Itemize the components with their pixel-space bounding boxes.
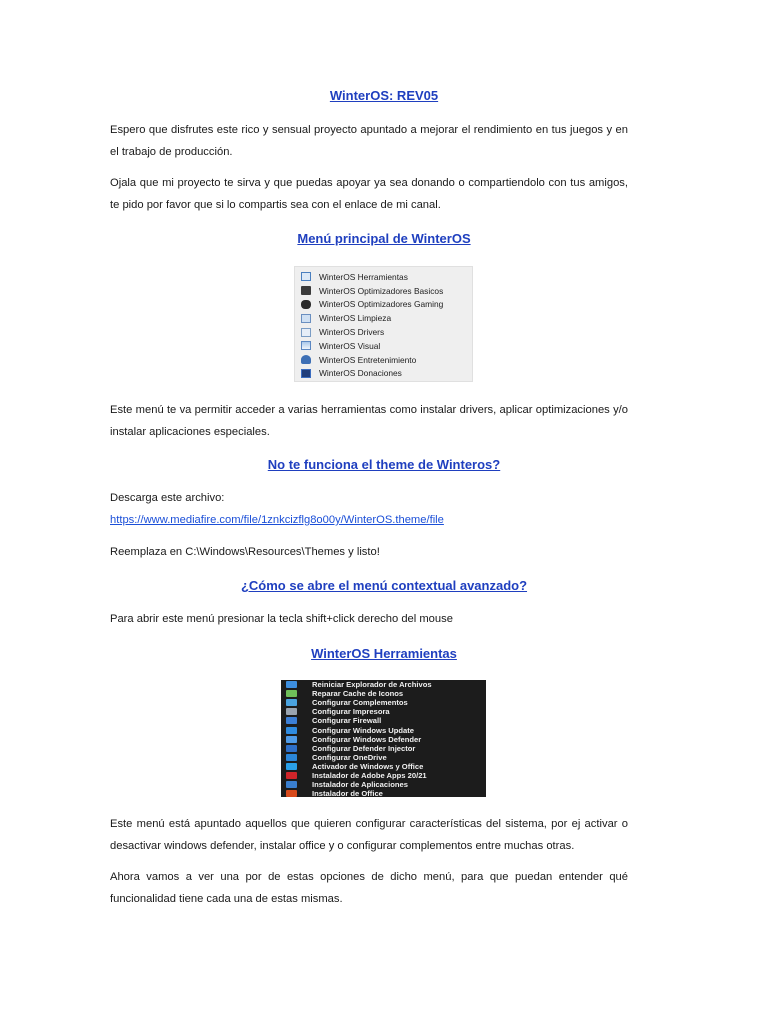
tools-menu-item-label: Configurar Defender Injector xyxy=(312,743,416,753)
tool-icon xyxy=(286,754,297,761)
tools-menu-item-label: Configurar Impresora xyxy=(312,707,390,717)
main-menu-item xyxy=(301,339,472,353)
download-label: Descarga este archivo: xyxy=(110,492,225,504)
heading-main-menu: Menú principal de WinterOS xyxy=(297,231,471,246)
tool-icon xyxy=(286,681,297,688)
heading-tools: WinterOS Herramientas xyxy=(311,646,457,661)
tool-icon xyxy=(286,772,297,779)
gamepad-icon xyxy=(301,300,311,309)
tools-menu-item-label: Reparar Cache de Iconos xyxy=(312,689,404,699)
tools-menu-item xyxy=(286,689,486,698)
tool-icon xyxy=(286,690,297,697)
tools-menu-item-label: Instalador de Office xyxy=(312,789,383,799)
main-menu-item-label: WinterOS Limpieza xyxy=(319,313,392,324)
tools-menu-item-label: Configurar Complementos xyxy=(312,698,408,708)
tools-menu-item xyxy=(286,707,486,716)
main-menu-screenshot xyxy=(294,266,473,382)
main-menu-description: Este menú te va permitir acceder a varias herramientas como instalar drivers, aplicar optimizaciones y/o instalar aplicaciones especiales. xyxy=(110,404,628,438)
tools-menu-item-label: Instalador de Aplicaciones xyxy=(312,780,408,790)
context-menu-instructions: Para abrir este menú presionar la tecla shift+click derecho del mouse xyxy=(110,613,453,625)
tool-icon xyxy=(286,745,297,752)
display-icon xyxy=(301,341,311,350)
broom-icon xyxy=(301,314,311,323)
tools-menu-item-label: Configurar Firewall xyxy=(312,716,382,726)
tools-menu-item-label: Reiniciar Explorador de Archivos xyxy=(312,680,432,690)
main-menu-item-label: WinterOS Visual xyxy=(319,340,381,351)
tools-menu-item-label: Activador de Windows y Office xyxy=(312,761,424,771)
tool-icon xyxy=(286,717,297,724)
people-icon xyxy=(301,355,311,364)
main-menu-item-label: WinterOS Entretenimiento xyxy=(319,354,417,365)
tool-icon xyxy=(286,763,297,770)
main-menu-item-label: WinterOS Optimizadores Gaming xyxy=(319,299,444,310)
tools-menu-item xyxy=(286,780,486,789)
main-menu-item-label: WinterOS Donaciones xyxy=(319,368,402,379)
main-menu-item-label: WinterOS Drivers xyxy=(319,327,385,338)
tools-menu-screenshot xyxy=(281,680,486,797)
tools-menu-item-label: Configurar Windows Defender xyxy=(312,734,422,744)
main-menu-item xyxy=(301,270,472,284)
tool-icon xyxy=(286,790,297,797)
tools-description: Este menú está apuntado aquellos que quieren configurar características del sistema, por ej activar o desactivar windows defender, instalar office y o configurar complementos entre muchas otras. xyxy=(110,818,628,852)
heading-theme: No te funciona el theme de Winteros? xyxy=(267,457,501,472)
tools-menu-item xyxy=(286,789,486,798)
tools-menu-item xyxy=(286,771,486,780)
tools-menu-item xyxy=(286,698,486,707)
tools-menu-item-label: Configurar OneDrive xyxy=(312,752,387,762)
tools-outro: Ahora vamos a ver una por de estas opciones de dicho menú, para que puedan entender qué funcionalidad tiene cada una de estas mismas. xyxy=(110,871,628,905)
tool-icon xyxy=(286,708,297,715)
main-menu-item xyxy=(301,353,472,367)
tools-menu-item xyxy=(286,753,486,762)
chip-icon xyxy=(301,286,311,295)
intro-paragraph-1: Espero que disfrutes este rico y sensual proyecto apuntado a mejorar el rendimiento en tus juegos y en el trabajo de producción. xyxy=(110,124,628,158)
tools-menu-item-label: Configurar Windows Update xyxy=(312,725,415,735)
main-menu-item xyxy=(301,367,472,381)
tool-icon xyxy=(286,699,297,706)
mediafire-link[interactable]: https://www.mediafire.com/file/1znkcizflg8o00y/WinterOS.theme/file xyxy=(110,514,444,526)
tools-menu-item xyxy=(286,744,486,753)
download-link-line xyxy=(110,509,628,531)
donation-icon xyxy=(301,369,311,378)
tools-menu-item xyxy=(286,725,486,734)
tools-menu-item xyxy=(286,716,486,725)
main-menu-item-label: WinterOS Herramientas xyxy=(319,271,408,282)
tools-menu-item xyxy=(286,680,486,689)
main-menu-item xyxy=(301,311,472,325)
tool-icon xyxy=(286,781,297,788)
main-menu-item-label: WinterOS Optimizadores Basicos xyxy=(319,285,444,296)
tools-menu-item xyxy=(286,762,486,771)
document-title: WinterOS: REV05 xyxy=(329,88,439,103)
tool-icon xyxy=(286,727,297,734)
replace-instructions: Reemplaza en C:\Windows\Resources\Themes y listo! xyxy=(110,546,380,558)
main-menu-item xyxy=(301,325,472,339)
intro-paragraph-2: Ojala que mi proyecto te sirva y que puedas apoyar ya sea donando o compartiendolo con tus amigos, te pido por favor que si lo compartis sea con el enlace de mi canal. xyxy=(110,177,628,211)
tool-icon xyxy=(286,736,297,743)
tools-menu-item-label: Instalador de Adobe Apps 20/21 xyxy=(312,770,427,780)
main-menu-item xyxy=(301,298,472,312)
tools-menu-item xyxy=(286,735,486,744)
main-menu-item xyxy=(301,284,472,298)
heading-context-menu: ¿Cómo se abre el menú contextual avanzado? xyxy=(240,578,528,593)
driver-icon xyxy=(301,328,311,337)
tools-icon xyxy=(301,272,311,281)
